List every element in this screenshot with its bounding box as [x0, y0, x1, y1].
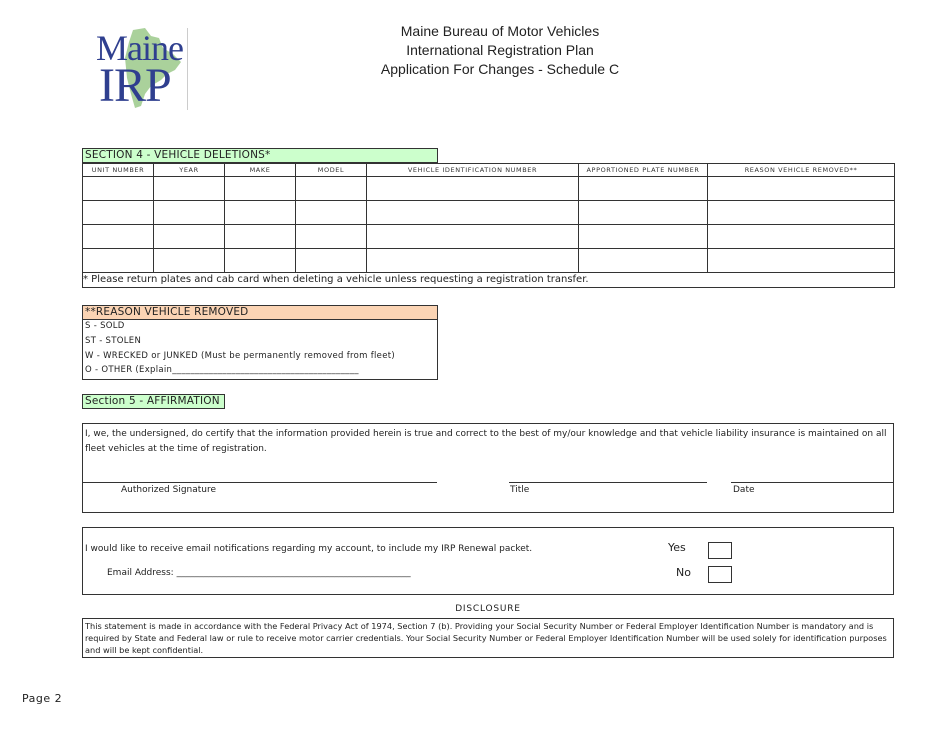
header-line-2: International Registration Plan	[406, 42, 594, 58]
cell-plate-number[interactable]	[579, 225, 708, 249]
affirmation-box	[82, 423, 894, 513]
reason-wrecked: W - WRECKED or JUNKED (Must be permanently removed from fleet)	[85, 350, 395, 361]
table-row	[83, 201, 895, 225]
table-header-row	[83, 164, 895, 177]
cell-unit-number[interactable]	[83, 201, 154, 225]
col-make: MAKE	[225, 164, 296, 177]
cell-model[interactable]	[296, 177, 367, 201]
email-address-field[interactable]	[107, 568, 411, 578]
email-notification-box	[82, 527, 894, 595]
cell-model[interactable]	[296, 249, 367, 273]
col-unit-number: UNIT NUMBER	[83, 164, 154, 177]
cell-year[interactable]	[154, 225, 225, 249]
cell-model[interactable]	[296, 225, 367, 249]
logo-text-irp: IRP	[99, 59, 171, 112]
col-year: YEAR	[154, 164, 225, 177]
cell-reason-removed[interactable]	[708, 177, 895, 201]
cell-vin[interactable]	[367, 225, 579, 249]
section5-title: Section 5 - AFFIRMATION	[82, 394, 225, 409]
reason-stolen: ST - STOLEN	[85, 335, 142, 346]
cell-model[interactable]	[296, 201, 367, 225]
reason-legend	[82, 319, 438, 380]
col-vin: VEHICLE IDENTIFICATION NUMBER	[367, 164, 579, 177]
page-number: Page 2	[22, 692, 63, 705]
signature-line[interactable]	[83, 482, 437, 483]
maine-irp-logo	[93, 26, 189, 110]
logo-text-maine: Maine	[96, 28, 183, 68]
cell-plate-number[interactable]	[579, 249, 708, 273]
reason-other: O - OTHER (Explain_________________________________________	[85, 365, 359, 376]
affirmation-statement: I, we, the undersigned, do certify that the information provided herein is true and correct to the best of my/our knowledge and that vehicle liability insurance is maintained on all fleet vehicles at the time of registration.	[85, 429, 887, 454]
no-label: No	[676, 566, 691, 579]
col-reason-removed: REASON VEHICLE REMOVED**	[708, 164, 895, 177]
cell-vin[interactable]	[367, 201, 579, 225]
cell-unit-number[interactable]	[83, 225, 154, 249]
title-label: Title	[510, 485, 530, 495]
cell-year[interactable]	[154, 177, 225, 201]
cell-make[interactable]	[225, 177, 296, 201]
reason-sold: S - SOLD	[85, 321, 125, 331]
no-checkbox[interactable]	[708, 566, 732, 583]
date-label: Date	[733, 485, 755, 495]
cell-plate-number[interactable]	[579, 177, 708, 201]
cell-reason-removed[interactable]	[708, 249, 895, 273]
date-line[interactable]	[731, 482, 893, 483]
cell-reason-removed[interactable]	[708, 201, 895, 225]
col-model: MODEL	[296, 164, 367, 177]
cell-year[interactable]	[154, 249, 225, 273]
cell-year[interactable]	[154, 201, 225, 225]
email-address-label: Email Address:	[107, 568, 177, 578]
email-question: I would like to receive email notifications regarding my account, to include my IRP Renewal packet.	[85, 544, 533, 554]
email-address-line: ____________________________________________________	[176, 568, 411, 578]
cell-reason-removed[interactable]	[708, 225, 895, 249]
cell-make[interactable]	[225, 225, 296, 249]
title-line[interactable]	[509, 482, 707, 483]
table-row	[83, 177, 895, 201]
page-header	[300, 22, 700, 79]
cell-make[interactable]	[225, 249, 296, 273]
cell-vin[interactable]	[367, 177, 579, 201]
section4-title: SECTION 4 - VEHICLE DELETIONS*	[82, 148, 438, 163]
table-row	[83, 249, 895, 273]
logo-divider	[187, 28, 188, 110]
cell-unit-number[interactable]	[83, 249, 154, 273]
header-line-1: Maine Bureau of Motor Vehicles	[400, 23, 600, 39]
table-row	[83, 225, 895, 249]
cell-vin[interactable]	[367, 249, 579, 273]
disclosure-title: DISCLOSURE	[455, 604, 521, 614]
yes-checkbox[interactable]	[708, 542, 732, 559]
header-line-3: Application For Changes - Schedule C	[380, 61, 620, 77]
disclosure-box	[82, 618, 894, 658]
vehicle-deletions-table	[82, 163, 895, 288]
cell-unit-number[interactable]	[83, 177, 154, 201]
cell-plate-number[interactable]	[579, 201, 708, 225]
table-note-row	[83, 273, 895, 288]
cell-make[interactable]	[225, 201, 296, 225]
reason-legend-title: **REASON VEHICLE REMOVED	[82, 305, 438, 320]
signature-label: Authorized Signature	[121, 485, 217, 495]
col-plate-number: APPORTIONED PLATE NUMBER	[579, 164, 708, 177]
disclosure-text: This statement is made in accordance with the Federal Privacy Act of 1974, Section 7 (b). Providing your Social Security Number or Federal Employer Identification Number is mandatory and is required by State and Federal law or rule to receive motor carrier credentials. Your Social Security Number or Federal Employer Identification Number will be used solely for identification purposes and will be kept confidential.	[85, 621, 887, 655]
plates-return-note: * Please return plates and cab card when deleting a vehicle unless requesting a registration transfer.	[83, 273, 895, 288]
yes-label: Yes	[668, 541, 686, 554]
